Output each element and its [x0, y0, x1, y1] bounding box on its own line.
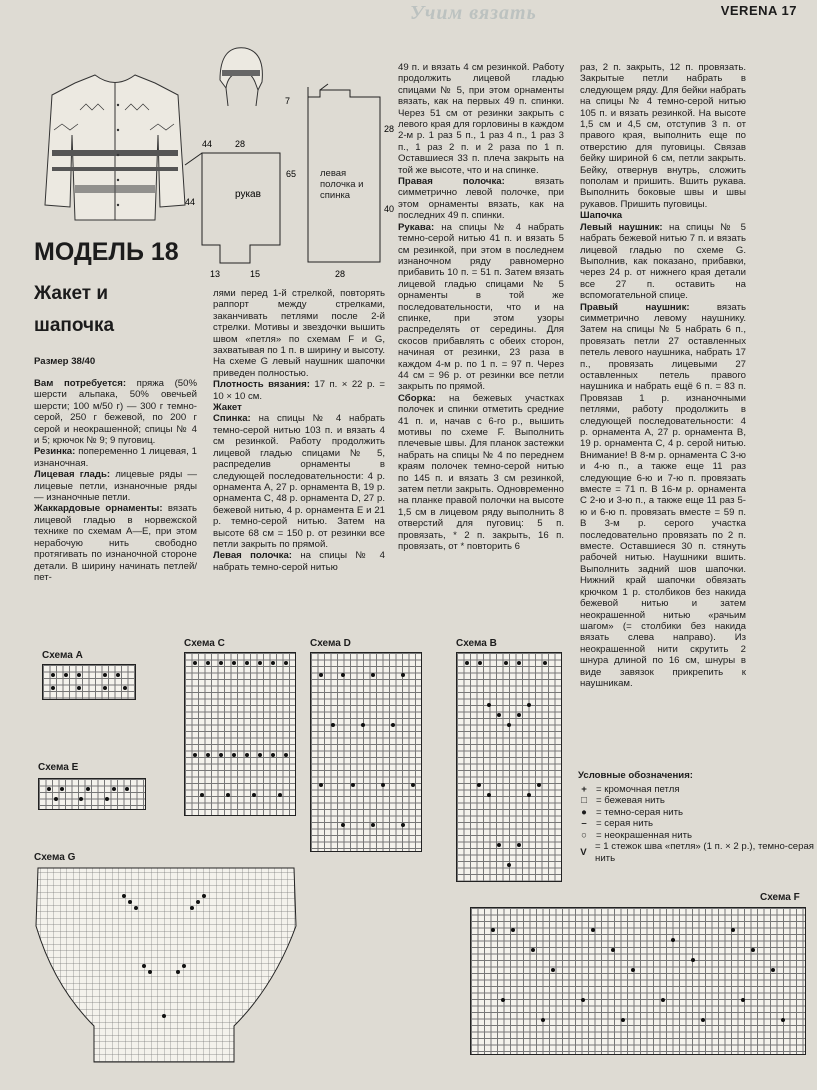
stitch-dot — [319, 783, 323, 787]
jacket-sketch — [40, 55, 190, 230]
stitch-dot — [245, 661, 249, 665]
dim-label: 28 — [384, 124, 395, 134]
stitch-dot — [691, 958, 695, 962]
stitch-dot — [232, 661, 236, 665]
paragraph-heading: Жаккардовые орнаменты: — [34, 503, 163, 515]
stitch-dot — [278, 793, 282, 797]
legend-text: = 1 стежок шва «петля» (1 п. × 2 р.), темно-серая нить — [595, 841, 814, 864]
paragraph-text: на спицы № 5 набрать бежевой нитью 7 п. и вязать лицевой гладью по схеме G. Выполнив, как показано, прибавки, через 24 р. от нижнего края детали все 27 п. оставить на вспомогательной спице. — [580, 221, 747, 302]
chart-e-label: Схема E — [38, 762, 79, 773]
stitch-dot — [771, 968, 775, 972]
stitch-dot — [487, 793, 491, 797]
paragraph-text: на спицы № 4 набрать темно-серой нитью 41 п. и вязать 5 см резинкой, при этом в последнем изнаночном ряду равномерно прибавить 10 п. = 51 п. Затем вязать лицевой гладью спицами № 5 орнаменты в той же последовательности, что и на спинке, при этом узоры распределять от середины. Для скосов прибавлять с обеих сторон, начиная от резинки, 23 раза в каждом 4-м р. по 1 п. = 97 п. Через 44 см = 96 р. от резинки все петли закрыть по прямой. — [398, 221, 564, 393]
stitch-dot — [581, 998, 585, 1002]
stitch-dot — [54, 797, 58, 801]
paragraph — [213, 413, 385, 550]
paragraph-text: 17 п. × 22 р. = 10 × 10 см. — [213, 379, 385, 402]
stitch-dot — [751, 948, 755, 952]
stitch-dot — [219, 753, 223, 757]
legend-text: = кромочная петля — [596, 783, 680, 795]
stitch-dot — [51, 686, 55, 690]
text-column-3 — [398, 62, 564, 552]
legend — [578, 770, 817, 864]
stitch-dot — [631, 968, 635, 972]
stitch-dot — [64, 673, 68, 677]
hat-sketch — [210, 40, 270, 110]
stitch-dot — [232, 753, 236, 757]
stitch-dot — [497, 843, 501, 847]
paragraph-text: пряжа (50% шерсти альпака, 50% овечьей шерсти; 100 м/50 г) — 300 г темно-серой, 250 г бежевой, по 200 г серой и неокрашенной; спицы № 4 и 5; крючок № 9; 9 пуговиц. — [34, 378, 197, 447]
stitch-dot — [487, 703, 491, 707]
stitch-dot — [517, 843, 521, 847]
paragraph — [34, 469, 197, 503]
stitch-dot — [517, 661, 521, 665]
legend-symbol-icon: – — [581, 818, 587, 829]
dim-label: 28 — [235, 139, 246, 149]
paragraph-heading: Правый наушник: — [580, 301, 690, 313]
stitch-dot — [125, 787, 129, 791]
stitch-dot — [193, 661, 197, 665]
paragraph-heading: Левый наушник: — [580, 221, 663, 233]
paragraph — [580, 62, 746, 210]
stitch-dot — [391, 723, 395, 727]
stitch-dot — [491, 928, 495, 932]
stitch-dot — [401, 823, 405, 827]
chart-g-label: Схема G — [34, 852, 76, 863]
chart-g — [34, 866, 298, 1066]
paragraph-text: на спицы № 4 набрать темно-серой нитью 103 п. и вязать 4 см резинкой. Работу продолжить лицевой гладью спицами № 5, распределив орнаменты в следующей последовательности: 4 р. орнамента А, 27 р. орнамента В, 19 р. орнамента С, 48 р. орнамента D, 27 р. бежевой нитью, 4 р. орнамента Е и 21 р. темно-серой нитью. Затем на высоте 68 см = 150 р. от резинки все петли закрыть по прямой. — [213, 413, 385, 550]
paragraph-text: вязать симметрично левой полочке, при этом орнаменты вязать, как на последних 49 п. спинки. — [398, 176, 565, 222]
stitch-dot — [331, 723, 335, 727]
paragraph — [398, 176, 564, 222]
chart-f-label: Схема F — [760, 892, 800, 903]
stitch-dot — [105, 797, 109, 801]
stitch-dot — [361, 723, 365, 727]
stitch-dot — [112, 787, 116, 791]
stitch-dot — [103, 673, 107, 677]
legend-symbol-icon: ○ — [581, 829, 587, 841]
paragraph — [580, 210, 746, 221]
paragraph — [580, 222, 746, 302]
chart-e — [38, 778, 146, 810]
stitch-dot — [411, 783, 415, 787]
subtitle-hat: шапочка — [34, 315, 115, 336]
paragraph-heading: Правая полочка: — [398, 176, 505, 188]
stitch-dot — [661, 998, 665, 1002]
paragraph-text: 49 п. и вязать 4 см резинкой. Работу продолжить лицевой гладью спицами № 5, при этом орнаменты вязать, как на первых 49 п. спинки. Через 51 см от резинки закрыть с левого края для горловины в каждом 2-м р. 1 раз 5 п., 1 раз 4 п., 1 раз 3 п., 1 раз 2 п. и 2 раза по 1 п. Оставшиеся 33 п. плеча закрыть на той же высоте, что и на спинке. — [398, 62, 564, 176]
stitch-dot — [531, 948, 535, 952]
chart-c-label: Схема C — [184, 638, 225, 649]
stitch-dot — [51, 673, 55, 677]
dim-label: 15 — [250, 269, 261, 279]
paragraph — [213, 402, 385, 413]
stitch-dot — [671, 938, 675, 942]
stitch-dot — [47, 787, 51, 791]
header-decoration: Учим вязать — [410, 2, 537, 24]
text-column-4 — [580, 62, 746, 689]
page-header — [0, 0, 817, 26]
stitch-dot — [271, 753, 275, 757]
paragraph — [34, 446, 197, 469]
paragraph-text: лицевые ряды — лицевые петли, изнаночные ряды — изнаночные петли. — [34, 469, 197, 504]
front-label: левая полочка и спинка — [320, 168, 364, 201]
stitch-dot — [77, 686, 81, 690]
subtitle-jacket: Жакет и — [34, 283, 109, 304]
paragraph — [213, 550, 385, 573]
paragraph-text: вязать лицевой гладью в норвежской технике по схемам А—Е, при этом нерабочую нить свободно протягивать по изнаночной стороне детали. В ширину начинать петлей/пет- — [34, 503, 197, 583]
stitch-dot — [77, 673, 81, 677]
dim-label: 65 — [286, 169, 297, 179]
paragraph-text: на спицы № 4 набрать темно-серой нитью — [213, 550, 385, 573]
stitch-dot — [258, 661, 262, 665]
stitch-dot — [478, 661, 482, 665]
paragraph-heading: Плотность вязания: — [213, 379, 310, 391]
stitch-dot — [541, 1018, 545, 1022]
stitch-dot — [465, 661, 469, 665]
stitch-dot — [206, 753, 210, 757]
stitch-dot — [341, 823, 345, 827]
paragraph-heading: Рукава: — [398, 221, 435, 233]
paragraph-heading: Жакет — [213, 402, 242, 414]
stitch-dot — [284, 753, 288, 757]
paragraph-text: попеременно 1 лицевая, 1 изнаночная. — [34, 446, 197, 469]
legend-symbol-icon: + — [581, 783, 587, 795]
legend-item — [578, 784, 817, 796]
paragraph-heading: Вам потребуется: — [34, 378, 127, 389]
dim-label: 44 — [185, 197, 196, 207]
paragraph — [34, 503, 197, 583]
legend-item — [578, 830, 817, 842]
paragraph — [34, 378, 197, 446]
paragraph-heading: Сборка: — [398, 392, 436, 404]
paragraph — [398, 222, 564, 393]
stitch-dot — [371, 823, 375, 827]
stitch-dot — [351, 783, 355, 787]
stitch-dot — [226, 793, 230, 797]
stitch-dot — [341, 673, 345, 677]
legend-text: = неокрашенная нить — [596, 829, 692, 841]
stitch-dot — [371, 673, 375, 677]
chart-b — [456, 652, 562, 882]
stitch-dot — [401, 673, 405, 677]
stitch-dot — [252, 793, 256, 797]
stitch-dot — [504, 661, 508, 665]
legend-item — [578, 841, 817, 864]
stitch-dot — [219, 661, 223, 665]
stitch-dot — [507, 723, 511, 727]
paragraph — [398, 62, 564, 176]
stitch-dot — [701, 1018, 705, 1022]
stitch-dot — [271, 661, 275, 665]
stitch-dot — [781, 1018, 785, 1022]
stitch-dot — [497, 713, 501, 717]
dim-label: 44 — [202, 139, 213, 149]
stitch-dot — [591, 928, 595, 932]
dim-label: 40 — [384, 204, 395, 214]
stitch-dot — [501, 998, 505, 1002]
stitch-dot — [543, 661, 547, 665]
stitch-dot — [381, 783, 385, 787]
legend-item — [578, 795, 817, 807]
chart-a-label: Схема A — [42, 650, 83, 661]
paragraph — [213, 379, 385, 402]
stitch-dot — [741, 998, 745, 1002]
paragraph-text: раз, 2 п. закрыть, 12 п. провязать. Закрытые петли набрать в следующем ряду. Для бейки набрать на спицы № 4 темно-серой нитью 105 п. и вязать резинкой. На высоте 1,5 см и 4,5 см, отступив 3 п. от правого края, выполнить еще по отверстию для пуговицы. Связав бейку шириной 6 см, петли закрыть. Бейку, отвернув внутрь, сложить пополам и пришить. Вшить рукава. Выполнить боковые швы и швы рукавов. Пришить пуговицы. — [580, 62, 746, 210]
stitch-dot — [527, 703, 531, 707]
paragraph-heading: Спинка: — [213, 413, 251, 425]
stitch-dot — [319, 673, 323, 677]
stitch-dot — [507, 863, 511, 867]
paragraph-heading: Левая полочка: — [213, 550, 293, 562]
chart-d-label: Схема D — [310, 638, 351, 649]
chart-f — [470, 907, 806, 1055]
stitch-dot — [284, 661, 288, 665]
paragraph — [213, 288, 385, 379]
model-title: МОДЕЛЬ 18 — [34, 238, 179, 266]
text-column-2 — [213, 288, 385, 573]
legend-item — [578, 807, 817, 819]
paragraph — [398, 393, 564, 553]
paragraph-text: вязать симметрично левому наушнику. Затем на спицы № 5 набрать 6 п., провязать петли 27 оставленных петель левого наушника, набрать 17 п., провязать лицевыми 27 оставленных петель правого наушника и набрать ещё 6 п. = 83 п. Провязав 1 р. изнаночными петлями, работу продолжить в следующей последовательности: 4 р. орнамента А, 27 р. орнамента В, 19 р. орнамента С, 4 р. серой нитью. Внимание! В 8-м р. орнамента С 3-ю и 4-ю п., а также еще 11 раз следующие 6-ю и 7-ю п. провязать вместе = 71 п. В 16-м р. орнамента С 2-ю и 3-ю п., а также еще 11 раз 5-ю и 6-ю п. провязать вместе = 59 п. В 3-м р. серого участка последовательно провязать по 2 п. вместе. Оставшиеся 30 п. стянуть рабочей нитью. Наушники вшить. Выполнить задний шов шапочки. Нижний край шапочки обвязать крючком 1 р. столбиков без накида бежевой нитью и затем неокрашенной нитью «рачьим шагом» (= столбики без накида вязать слева направо). Из неокрашенной нити скрутить 2 шнура длиной по 16 см, шнуры в виде завязок прикрепить к наушникам. — [580, 301, 746, 689]
stitch-dot — [79, 797, 83, 801]
stitch-dot — [537, 783, 541, 787]
legend-text: = темно-серая нить — [596, 806, 684, 818]
paragraph-heading: Лицевая гладь: — [34, 469, 111, 481]
stitch-dot — [511, 928, 515, 932]
size-label: Размер 38/40 — [34, 356, 96, 367]
chart-d — [310, 652, 422, 852]
stitch-dot — [200, 793, 204, 797]
stitch-dot — [527, 793, 531, 797]
legend-symbol-icon: ● — [581, 806, 587, 818]
stitch-dot — [517, 713, 521, 717]
stitch-dot — [116, 673, 120, 677]
stitch-dot — [258, 753, 262, 757]
stitch-dot — [621, 1018, 625, 1022]
dim-label: 28 — [335, 269, 346, 279]
stitch-dot — [611, 948, 615, 952]
chart-a — [42, 664, 136, 700]
stitch-dot — [103, 686, 107, 690]
stitch-dot — [60, 787, 64, 791]
legend-symbol-icon: □ — [581, 795, 587, 806]
stitch-dot — [731, 928, 735, 932]
legend-symbol-icon: V — [580, 846, 587, 858]
paragraph — [580, 302, 746, 690]
chart-b-label: Схема B — [456, 638, 497, 649]
stitch-dot — [206, 661, 210, 665]
magazine-title: VERENA 17 — [720, 3, 797, 18]
legend-text: = серая нить — [596, 818, 653, 829]
sleeve-label: рукав — [235, 189, 261, 200]
stitch-dot — [123, 686, 127, 690]
legend-title: Условные обозначения: — [578, 770, 693, 781]
stitch-dot — [245, 753, 249, 757]
paragraph-text: лями перед 1-й стрелкой, повторять раппорт между стрелками, заканчивать петлями после 2-й стрелки. Мотивы и звездочки вышить швом «петля» по схемам F и G, захватывая по 1 п. в ширину и высоту. На схеме G левый наушник шапочки приведен полностью. — [213, 288, 385, 379]
legend-item — [578, 818, 817, 830]
text-column-1 — [34, 378, 197, 583]
dim-label: 7 — [285, 96, 291, 106]
stitch-dot — [86, 787, 90, 791]
chart-c — [184, 652, 296, 816]
paragraph-heading: Шапочка — [580, 210, 623, 222]
stitch-dot — [551, 968, 555, 972]
stitch-dot — [193, 753, 197, 757]
dim-label: 13 — [210, 269, 221, 279]
stitch-dot — [477, 783, 481, 787]
paragraph-heading: Резинка: — [34, 446, 76, 458]
legend-text: = бежевая нить — [596, 795, 665, 806]
paragraph-text: на бежевых участках полочек и спинки отметить средние 41 п. и, начав с 6-го р., вышить мотивы по схеме F. Выполнить плечевые швы. Для планок застежки набрать на спицы № 4 по переднем краям полочек темно-серой нитью по 145 п. и вязать 3 см резинкой, затем петли закрыть. Одновременно на планке правой полочки на высоте 1,5 см в лицевом ряду выполнить 8 отверстий для пуговиц: 5 п. провязать, * 2 п. закрыть, 16 п. провязать, от * повторить 6 — [398, 392, 564, 553]
